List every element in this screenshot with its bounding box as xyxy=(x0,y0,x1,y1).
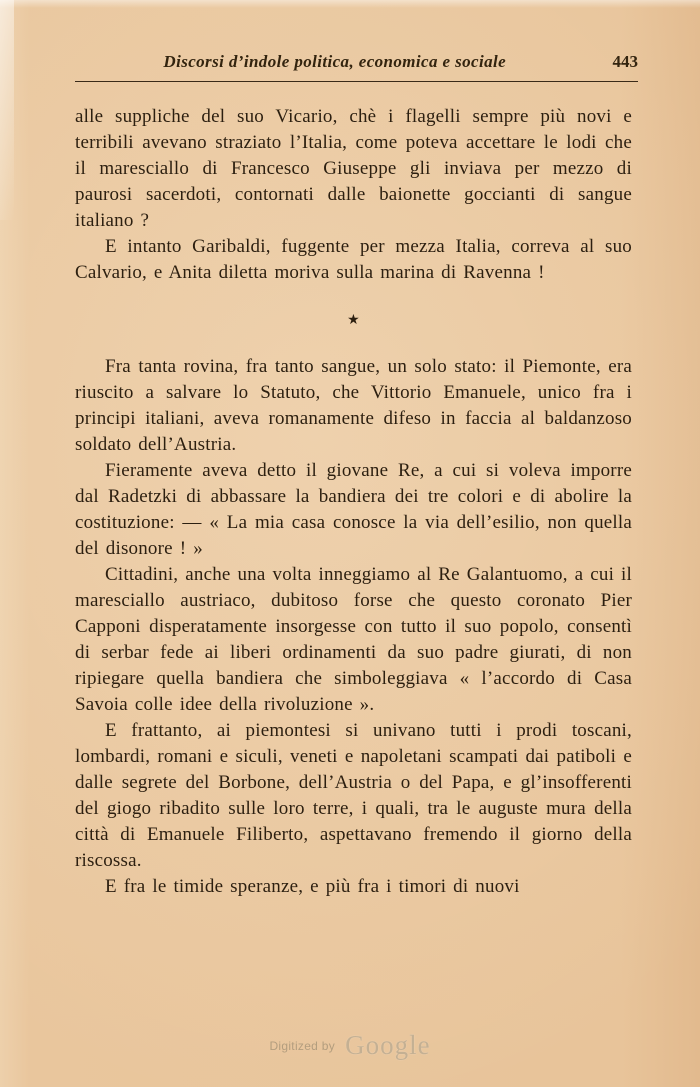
google-watermark xyxy=(0,1030,700,1061)
chapter-title: Discorsi d’indole politica, economica e sociale xyxy=(163,52,507,71)
paragraph: Fra tanta rovina, fra tanto sangue, un solo stato: il Piemonte, era riuscito a salvare lo Statuto, che Vittorio Emanuele, unico fra i principi italiani, aveva romanamente difeso in faccia al baldanzoso soldato dell’Austria. xyxy=(75,356,632,455)
digitized-by-label: Digitized by xyxy=(269,1039,336,1053)
paragraph: E frattanto, ai piemontesi si univano tutti i prodi toscani, lombardi, romani e siculi, veneti e napoletani scampati dai patiboli e dalle segrete del Borbone, dell’Austria o del Papa, e gl’insofferenti del giogo ribadito sulle loro terre, i quali, tra le auguste mura della città di Emanuele Filiberto, aspettavano fremendo il giorno della riscossa. xyxy=(75,720,632,871)
star-divider: ★ xyxy=(347,313,360,328)
page-left-edge xyxy=(0,0,14,220)
running-header xyxy=(75,52,638,82)
page-number: 443 xyxy=(612,52,638,71)
paragraph: Fieramente aveva detto il giovane Re, a cui si voleva imporre dal Radetzki di abbassare la bandiera dei tre colori e di abolire la costituzione: — « La mia casa conosce la via dell’esilio, non quella del disonore ! » xyxy=(75,460,632,559)
google-logo: Google xyxy=(345,1030,431,1060)
paragraph: alle suppliche del suo Vicario, chè i flagelli sempre più novi e terribili avevano straziato l’Italia, come poteva accettare le lodi che il maresciallo di Francesco Giuseppe gli inviava per mezzo di paurosi sacerdoti, contornati dalle baionette goccianti di sangue italiano ? xyxy=(75,106,632,231)
paragraph: E intanto Garibaldi, fuggente per mezza Italia, correva al suo Calvario, e Anita diletta moriva sulla marina di Ravenna ! xyxy=(75,236,632,283)
paragraph: E fra le timide speranze, e più fra i timori di nuovi xyxy=(105,876,520,897)
page-body xyxy=(75,104,632,900)
page-top-edge xyxy=(0,0,700,8)
paragraph: Cittadini, anche una volta inneggiamo al Re Galantuomo, a cui il maresciallo austriaco, dubitoso forse che questo coronato Pier Capponi disperatamente insorgesse con tutto il suo popolo, consentì di serbar fede ai liberi ordinamenti da suo padre giurati, di non ripiegare quella bandiera che simboleggiava « l’accordo di Casa Savoia colle idee della rivoluzione ». xyxy=(75,564,632,715)
